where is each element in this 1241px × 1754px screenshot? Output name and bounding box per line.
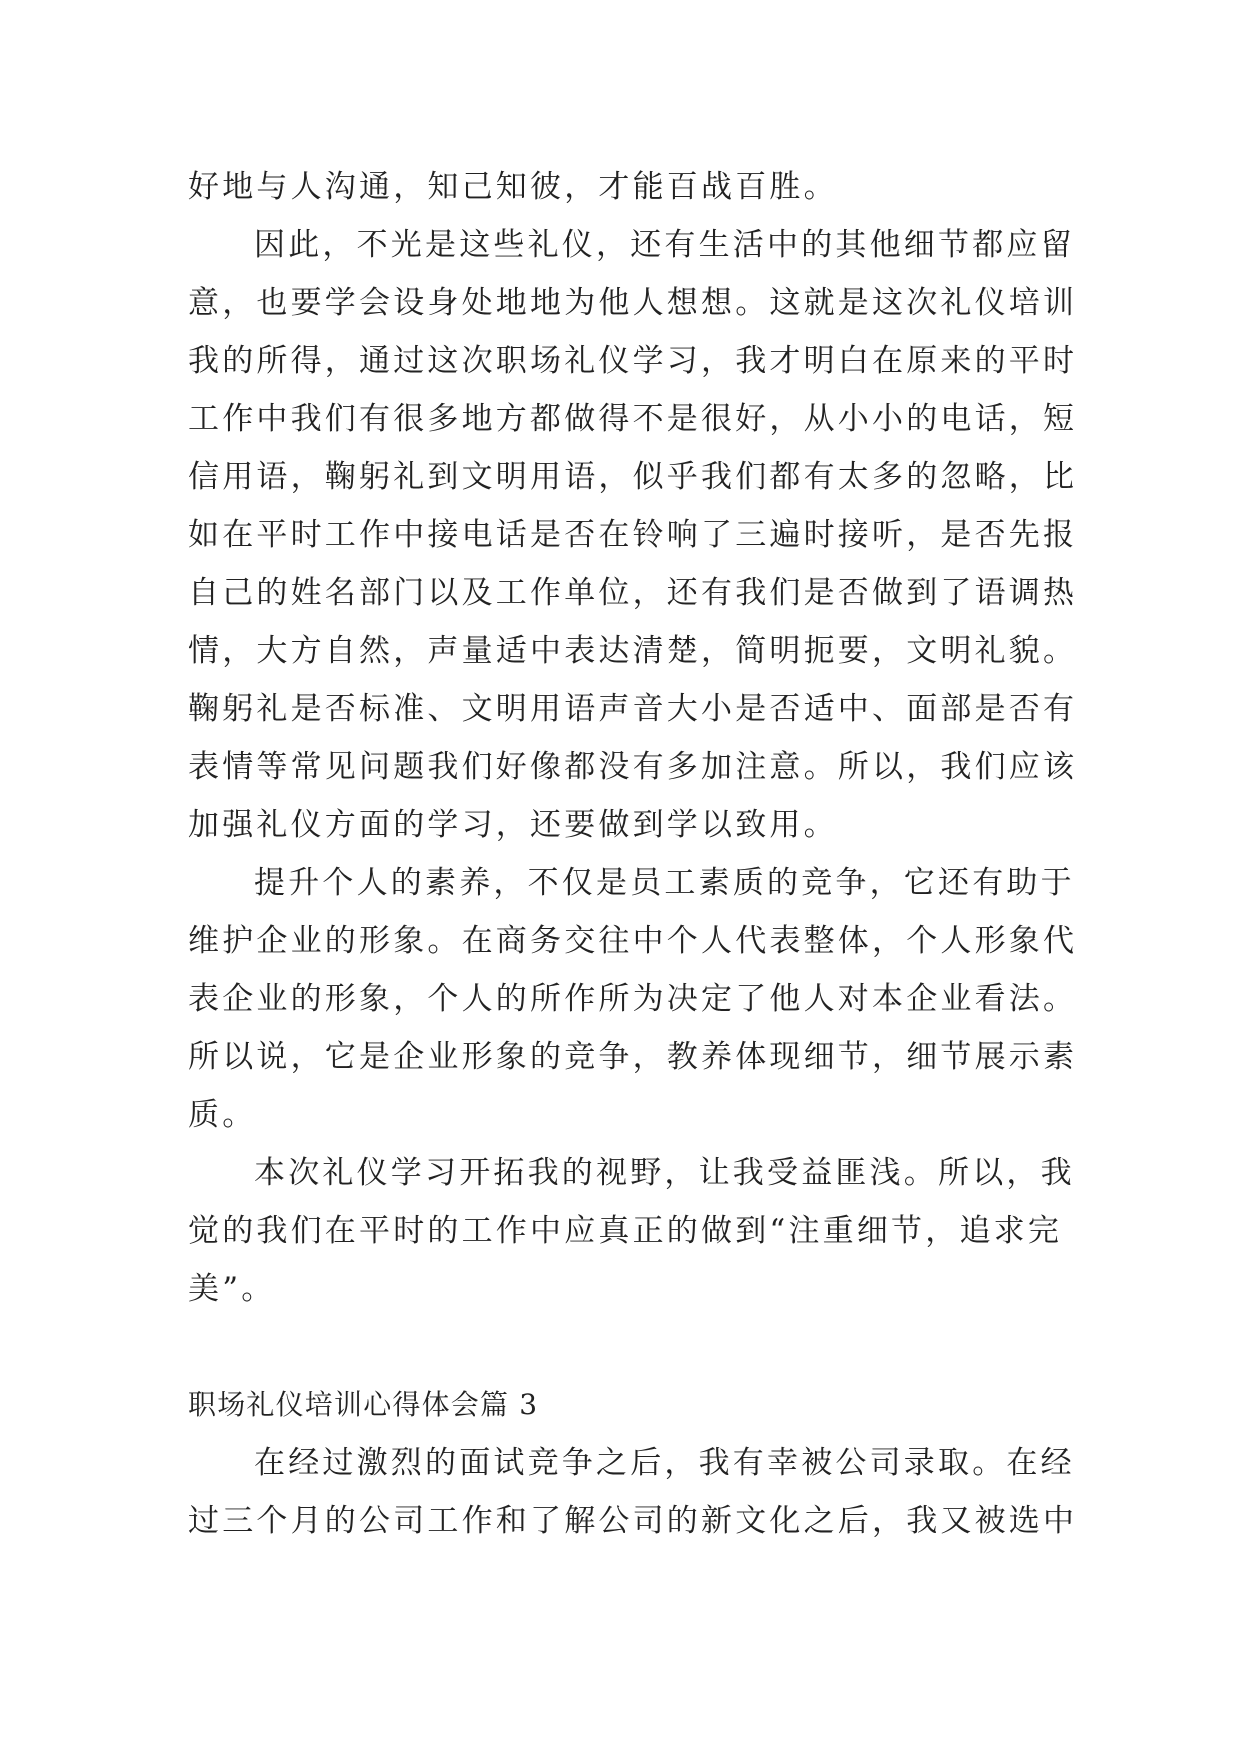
- paragraph-line: 自己的姓名部门以及工作单位，还有我们是否做到了语调热: [188, 575, 1078, 611]
- paragraph-line: 加强礼仪方面的学习，还要做到学以致用。: [188, 807, 838, 843]
- paragraph-line: 本次礼仪学习开拓我的视野，让我受益匪浅。所以，我: [254, 1155, 1075, 1191]
- section-heading: 职场礼仪培训心得体会篇 3: [188, 1388, 539, 1421]
- paragraph-line: 在经过激烈的面试竞争之后，我有幸被公司录取。在经: [254, 1445, 1075, 1481]
- paragraph-1: [188, 158, 1058, 216]
- paragraph-line: 情，大方自然，声量适中表达清楚，简明扼要，文明礼貌。: [188, 633, 1078, 669]
- paragraph-line: 质。: [188, 1097, 257, 1133]
- paragraph-line: 鞠躬礼是否标准、文明用语声音大小是否适中、面部是否有: [188, 691, 1078, 727]
- paragraph-line: 维护企业的形象。在商务交往中个人代表整体，个人形象代: [188, 923, 1078, 959]
- paragraph-line: 所以说，它是企业形象的竞争，教养体现细节，细节展示素: [188, 1039, 1078, 1075]
- paragraph-3: [188, 854, 1078, 1144]
- paragraph-line: 表情等常见问题我们好像都没有多加注意。所以，我们应该: [188, 749, 1078, 785]
- paragraph-line: 信用语，鞠躬礼到文明用语，似乎我们都有太多的忽略，比: [188, 459, 1078, 495]
- paragraph-line: 工作中我们有很多地方都做得不是很好，从小小的电话，短: [188, 401, 1078, 437]
- paragraph-line: 因此，不光是这些礼仪，还有生活中的其他细节都应留: [254, 227, 1075, 263]
- paragraph-line: 我的所得，通过这次职场礼仪学习，我才明白在原来的平时: [188, 343, 1078, 379]
- document-body: [188, 158, 1078, 1550]
- blank-line: [188, 1318, 1058, 1376]
- paragraph-4: [188, 1144, 1075, 1318]
- paragraph-line: 觉的我们在平时的工作中应真正的做到“注重细节，追求完: [188, 1213, 1063, 1249]
- paragraph-line: 好地与人沟通，知己知彼，才能百战百胜。: [188, 169, 838, 205]
- paragraph-line: 表企业的形象，个人的所作所为决定了他人对本企业看法。: [188, 981, 1078, 1017]
- paragraph-line: 如在平时工作中接电话是否在铃响了三遍时接听，是否先报: [188, 517, 1078, 553]
- paragraph-line: 意，也要学会设身处地地为他人想想。这就是这次礼仪培训: [188, 285, 1078, 321]
- paragraph-line: 过三个月的公司工作和了解公司的新文化之后，我又被选中: [188, 1503, 1078, 1539]
- paragraph-line: 美”。: [188, 1271, 276, 1307]
- section-paragraph: [188, 1434, 1078, 1550]
- paragraph-line: 提升个人的素养，不仅是员工素质的竞争，它还有助于: [254, 865, 1075, 901]
- paragraph-2: [188, 216, 1078, 854]
